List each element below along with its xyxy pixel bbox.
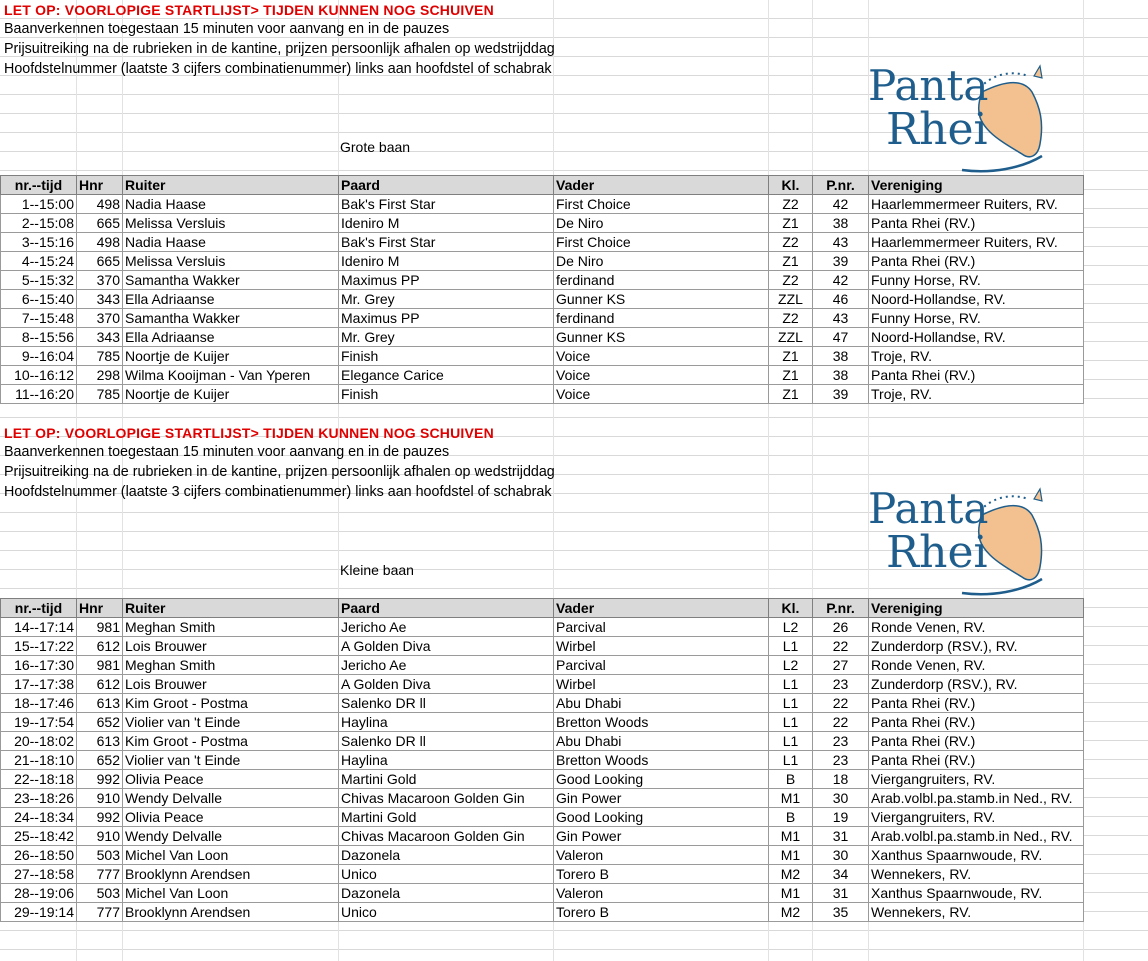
table-cell[interactable]: 5--15:32 [1, 271, 77, 290]
startlist-table [0, 175, 1084, 404]
table-cell[interactable]: Z2 [769, 195, 813, 214]
table-cell[interactable]: Xanthus Spaarnwoude, RV. [869, 846, 1084, 865]
table-cell[interactable]: Z1 [769, 214, 813, 233]
table-cell[interactable]: Mr. Grey [339, 290, 554, 309]
note-line: Baanverkennen toegestaan 15 minuten voor aanvang en in de pauzes [4, 21, 450, 37]
table-cell[interactable]: De Niro [554, 252, 769, 271]
table-cell[interactable]: M1 [769, 827, 813, 846]
table-cell[interactable]: Troje, RV. [869, 385, 1084, 404]
table-row[interactable] [1, 637, 1084, 656]
table-row[interactable] [1, 195, 1084, 214]
table-cell[interactable]: 612 [77, 675, 123, 694]
note-line: Hoofdstelnummer (laatste 3 cijfers combinatienummer) links aan hoofdstel of schabrak [4, 61, 552, 77]
table-cell[interactable]: 38 [813, 366, 869, 385]
column-header[interactable]: nr.--tijd [1, 599, 77, 618]
table-row[interactable] [1, 675, 1084, 694]
table-cell[interactable]: Martini Gold [339, 770, 554, 789]
table-cell[interactable]: 42 [813, 195, 869, 214]
table-cell[interactable]: Noord-Hollandse, RV. [869, 290, 1084, 309]
table-row[interactable] [1, 808, 1084, 827]
table-cell[interactable]: L1 [769, 675, 813, 694]
column-header[interactable]: Kl. [769, 599, 813, 618]
table-cell[interactable]: Kim Groot - Postma [123, 732, 339, 751]
column-header[interactable]: Vereniging [869, 176, 1084, 195]
column-header[interactable]: Hnr [77, 599, 123, 618]
column-header[interactable]: P.nr. [813, 176, 869, 195]
table-cell[interactable]: 18--17:46 [1, 694, 77, 713]
table-cell[interactable]: 19 [813, 808, 869, 827]
table-cell[interactable]: 42 [813, 271, 869, 290]
table-cell[interactable]: 1--15:00 [1, 195, 77, 214]
table-cell[interactable]: 30 [813, 846, 869, 865]
arena-label: Kleine baan [340, 562, 414, 578]
table-cell[interactable]: Bretton Woods [554, 713, 769, 732]
table-cell[interactable]: Gin Power [554, 827, 769, 846]
table-cell[interactable]: Chivas Macaroon Golden Gin [339, 827, 554, 846]
table-cell[interactable]: L1 [769, 637, 813, 656]
table-row[interactable] [1, 309, 1084, 328]
table-cell[interactable]: L2 [769, 656, 813, 675]
table-row[interactable] [1, 770, 1084, 789]
table-row[interactable] [1, 846, 1084, 865]
table-cell[interactable]: ferdinand [554, 309, 769, 328]
table-cell[interactable]: Haarlemmermeer Ruiters, RV. [869, 195, 1084, 214]
table-cell[interactable]: Elegance Carice [339, 366, 554, 385]
table-cell[interactable]: Zunderdorp (RSV.), RV. [869, 675, 1084, 694]
table-cell[interactable]: Ideniro M [339, 252, 554, 271]
table-row[interactable] [1, 789, 1084, 808]
table-row[interactable] [1, 656, 1084, 675]
table-cell[interactable]: Samantha Wakker [123, 309, 339, 328]
table-cell[interactable]: 23 [813, 732, 869, 751]
table-cell[interactable]: 17--17:38 [1, 675, 77, 694]
table-row[interactable] [1, 713, 1084, 732]
table-cell[interactable]: 31 [813, 827, 869, 846]
table-row[interactable] [1, 290, 1084, 309]
table-cell[interactable]: Martini Gold [339, 808, 554, 827]
table-cell[interactable]: Noortje de Kuijer [123, 347, 339, 366]
table-cell[interactable]: M1 [769, 789, 813, 808]
table-cell[interactable]: Salenko DR ll [339, 732, 554, 751]
table-cell[interactable]: Olivia Peace [123, 770, 339, 789]
table-cell[interactable]: L1 [769, 751, 813, 770]
table-cell[interactable]: Brooklynn Arendsen [123, 865, 339, 884]
table-cell[interactable]: Noord-Hollandse, RV. [869, 328, 1084, 347]
table-cell[interactable]: Voice [554, 366, 769, 385]
table-cell[interactable]: 19--17:54 [1, 713, 77, 732]
column-header[interactable]: Kl. [769, 176, 813, 195]
table-cell[interactable]: 23 [813, 751, 869, 770]
table-cell[interactable]: 23 [813, 675, 869, 694]
svg-text:Rhei: Rhei [886, 104, 988, 155]
table-cell[interactable]: Funny Horse, RV. [869, 309, 1084, 328]
table-cell[interactable]: Viergangruiters, RV. [869, 808, 1084, 827]
panta-rhei-logo [862, 475, 1058, 603]
table-row[interactable] [1, 884, 1084, 903]
table-cell[interactable]: 981 [77, 656, 123, 675]
table-cell[interactable]: 35 [813, 903, 869, 922]
svg-text:Panta: Panta [868, 484, 989, 533]
table-cell[interactable]: 14--17:14 [1, 618, 77, 637]
column-header[interactable]: P.nr. [813, 599, 869, 618]
table-cell[interactable]: 25--18:42 [1, 827, 77, 846]
table-cell[interactable]: 777 [77, 903, 123, 922]
table-cell[interactable]: Valeron [554, 846, 769, 865]
table-row[interactable] [1, 214, 1084, 233]
table-cell[interactable]: 29--19:14 [1, 903, 77, 922]
table-cell[interactable]: Good Looking [554, 770, 769, 789]
table-cell[interactable]: 370 [77, 271, 123, 290]
table-cell[interactable]: 343 [77, 328, 123, 347]
table-cell[interactable]: Dazonela [339, 846, 554, 865]
table-cell[interactable]: Unico [339, 903, 554, 922]
table-cell[interactable]: Nadia Haase [123, 233, 339, 252]
table-cell[interactable]: Samantha Wakker [123, 271, 339, 290]
column-header[interactable]: nr.--tijd [1, 176, 77, 195]
table-cell[interactable]: Parcival [554, 656, 769, 675]
table-cell[interactable]: 498 [77, 195, 123, 214]
table-cell[interactable]: 23--18:26 [1, 789, 77, 808]
table-row[interactable] [1, 694, 1084, 713]
table-cell[interactable]: 8--15:56 [1, 328, 77, 347]
table-cell[interactable]: Brooklynn Arendsen [123, 903, 339, 922]
column-header[interactable]: Ruiter [123, 599, 339, 618]
table-cell[interactable]: Meghan Smith [123, 656, 339, 675]
table-cell[interactable]: ZZL [769, 290, 813, 309]
warning-text: LET OP: VOORLOPIGE STARTLIJST> TIJDEN KUNNEN NOG SCHUIVEN [4, 2, 494, 18]
table-cell[interactable]: 498 [77, 233, 123, 252]
panta-rhei-logo [862, 52, 1058, 180]
table-cell[interactable]: 503 [77, 884, 123, 903]
table-cell[interactable]: Dazonela [339, 884, 554, 903]
table-cell[interactable]: Ronde Venen, RV. [869, 618, 1084, 637]
header-row [1, 176, 1084, 195]
svg-text:Panta: Panta [868, 61, 989, 110]
table-cell[interactable]: L1 [769, 732, 813, 751]
table-cell[interactable]: 38 [813, 214, 869, 233]
table-row[interactable] [1, 252, 1084, 271]
column-header[interactable]: Vereniging [869, 599, 1084, 618]
column-header[interactable]: Ruiter [123, 176, 339, 195]
table-cell[interactable]: Panta Rhei (RV.) [869, 732, 1084, 751]
table-cell[interactable]: 2--15:08 [1, 214, 77, 233]
column-header[interactable]: Paard [339, 599, 554, 618]
table-cell[interactable]: Bak's First Star [339, 195, 554, 214]
table-cell[interactable]: Ronde Venen, RV. [869, 656, 1084, 675]
table-cell[interactable]: Noortje de Kuijer [123, 385, 339, 404]
table-cell[interactable]: Wendy Delvalle [123, 827, 339, 846]
table-cell[interactable]: Voice [554, 385, 769, 404]
svg-text:Rhei: Rhei [886, 527, 988, 578]
table-cell[interactable]: Voice [554, 347, 769, 366]
table-cell[interactable]: 910 [77, 827, 123, 846]
table-cell[interactable]: Meghan Smith [123, 618, 339, 637]
table-row[interactable] [1, 328, 1084, 347]
table-cell[interactable]: 785 [77, 385, 123, 404]
table-cell[interactable]: 30 [813, 789, 869, 808]
table-cell[interactable]: Unico [339, 865, 554, 884]
table-cell[interactable]: Chivas Macaroon Golden Gin [339, 789, 554, 808]
table-cell[interactable]: ZZL [769, 328, 813, 347]
table-cell[interactable]: Haarlemmermeer Ruiters, RV. [869, 233, 1084, 252]
table-cell[interactable]: Bretton Woods [554, 751, 769, 770]
table-cell[interactable]: 785 [77, 347, 123, 366]
arena-label: Grote baan [340, 139, 411, 155]
table-cell[interactable]: 9--16:04 [1, 347, 77, 366]
table-cell[interactable]: 43 [813, 233, 869, 252]
table-cell[interactable]: Melissa Versluis [123, 214, 339, 233]
table-cell[interactable]: 992 [77, 808, 123, 827]
table-cell[interactable]: 22 [813, 713, 869, 732]
table-cell[interactable]: Finish [339, 385, 554, 404]
table-cell[interactable]: 370 [77, 309, 123, 328]
table-cell[interactable]: 652 [77, 713, 123, 732]
table-cell[interactable]: Panta Rhei (RV.) [869, 366, 1084, 385]
table-cell[interactable]: L2 [769, 618, 813, 637]
table-cell[interactable]: Finish [339, 347, 554, 366]
table-cell[interactable]: Valeron [554, 884, 769, 903]
table-cell[interactable]: 27--18:58 [1, 865, 77, 884]
table-cell[interactable]: De Niro [554, 214, 769, 233]
table-cell[interactable]: 26 [813, 618, 869, 637]
table-cell[interactable]: Lois Brouwer [123, 637, 339, 656]
table-cell[interactable]: Ella Adriaanse [123, 328, 339, 347]
table-row[interactable] [1, 271, 1084, 290]
table-cell[interactable]: Mr. Grey [339, 328, 554, 347]
table-cell[interactable]: 18 [813, 770, 869, 789]
table-cell[interactable]: Wirbel [554, 637, 769, 656]
table-cell[interactable]: 38 [813, 347, 869, 366]
startlist-table [0, 598, 1084, 922]
table-cell[interactable]: First Choice [554, 233, 769, 252]
table-cell[interactable]: Z2 [769, 309, 813, 328]
table-cell[interactable]: Gunner KS [554, 328, 769, 347]
table-row[interactable] [1, 385, 1084, 404]
table-cell[interactable]: 612 [77, 637, 123, 656]
table-cell[interactable]: Jericho Ae [339, 656, 554, 675]
column-header[interactable]: Vader [554, 599, 769, 618]
table-cell[interactable]: 20--18:02 [1, 732, 77, 751]
table-row[interactable] [1, 233, 1084, 252]
table-row[interactable] [1, 732, 1084, 751]
table-cell[interactable]: Panta Rhei (RV.) [869, 751, 1084, 770]
table-cell[interactable]: 992 [77, 770, 123, 789]
table-cell[interactable]: 613 [77, 732, 123, 751]
table-cell[interactable]: Arab.volbl.pa.stamb.in Ned., RV. [869, 789, 1084, 808]
table-cell[interactable]: Wirbel [554, 675, 769, 694]
table-cell[interactable]: 503 [77, 846, 123, 865]
table-cell[interactable]: Z1 [769, 385, 813, 404]
table-cell[interactable]: Z2 [769, 233, 813, 252]
table-cell[interactable]: Violier van 't Einde [123, 751, 339, 770]
table-cell[interactable]: B [769, 808, 813, 827]
table-cell[interactable]: Xanthus Spaarnwoude, RV. [869, 884, 1084, 903]
table-cell[interactable]: 652 [77, 751, 123, 770]
table-cell[interactable]: 39 [813, 385, 869, 404]
table-cell[interactable]: Wennekers, RV. [869, 903, 1084, 922]
table-cell[interactable]: Maximus PP [339, 309, 554, 328]
table-cell[interactable]: Viergangruiters, RV. [869, 770, 1084, 789]
table-cell[interactable]: Abu Dhabi [554, 732, 769, 751]
table-cell[interactable]: M2 [769, 903, 813, 922]
table-cell[interactable]: Ella Adriaanse [123, 290, 339, 309]
table-row[interactable] [1, 618, 1084, 637]
column-header[interactable]: Paard [339, 176, 554, 195]
table-cell[interactable]: 665 [77, 214, 123, 233]
table-cell[interactable]: Nadia Haase [123, 195, 339, 214]
table-cell[interactable]: 11--16:20 [1, 385, 77, 404]
table-cell[interactable]: Haylina [339, 751, 554, 770]
table-cell[interactable]: Maximus PP [339, 271, 554, 290]
table-cell[interactable]: 31 [813, 884, 869, 903]
table-cell[interactable]: Haylina [339, 713, 554, 732]
note-line: Hoofdstelnummer (laatste 3 cijfers combinatienummer) links aan hoofdstel of schabrak [4, 484, 552, 500]
table-cell[interactable]: 47 [813, 328, 869, 347]
table-cell[interactable]: ferdinand [554, 271, 769, 290]
table-cell[interactable]: L1 [769, 713, 813, 732]
table-cell[interactable]: Panta Rhei (RV.) [869, 694, 1084, 713]
table-cell[interactable]: Funny Horse, RV. [869, 271, 1084, 290]
table-cell[interactable]: 26--18:50 [1, 846, 77, 865]
table-cell[interactable]: 298 [77, 366, 123, 385]
table-cell[interactable]: L1 [769, 694, 813, 713]
table-cell[interactable]: Bak's First Star [339, 233, 554, 252]
table-cell[interactable]: Lois Brouwer [123, 675, 339, 694]
table-cell[interactable]: 22 [813, 694, 869, 713]
table-cell[interactable]: 22--18:18 [1, 770, 77, 789]
table-row[interactable] [1, 366, 1084, 385]
column-header[interactable]: Vader [554, 176, 769, 195]
table-cell[interactable]: 4--15:24 [1, 252, 77, 271]
table-cell[interactable]: 22 [813, 637, 869, 656]
table-cell[interactable]: Olivia Peace [123, 808, 339, 827]
table-cell[interactable]: 24--18:34 [1, 808, 77, 827]
table-cell[interactable]: Jericho Ae [339, 618, 554, 637]
table-cell[interactable]: M1 [769, 884, 813, 903]
table-cell[interactable]: Abu Dhabi [554, 694, 769, 713]
table-cell[interactable]: Troje, RV. [869, 347, 1084, 366]
table-row[interactable] [1, 865, 1084, 884]
table-row[interactable] [1, 751, 1084, 770]
warning-text: LET OP: VOORLOPIGE STARTLIJST> TIJDEN KUNNEN NOG SCHUIVEN [4, 425, 494, 441]
table-cell[interactable]: 777 [77, 865, 123, 884]
column-header[interactable]: Hnr [77, 176, 123, 195]
table-cell[interactable]: 39 [813, 252, 869, 271]
table-cell[interactable]: 3--15:16 [1, 233, 77, 252]
table-cell[interactable]: 981 [77, 618, 123, 637]
table-cell[interactable]: Z1 [769, 366, 813, 385]
table-cell[interactable]: 15--17:22 [1, 637, 77, 656]
table-cell[interactable]: 343 [77, 290, 123, 309]
table-cell[interactable]: Z2 [769, 271, 813, 290]
table-cell[interactable]: Wendy Delvalle [123, 789, 339, 808]
table-cell[interactable]: Gin Power [554, 789, 769, 808]
table-cell[interactable]: 46 [813, 290, 869, 309]
table-cell[interactable]: Panta Rhei (RV.) [869, 214, 1084, 233]
table-cell[interactable]: Panta Rhei (RV.) [869, 713, 1084, 732]
table-cell[interactable]: B [769, 770, 813, 789]
table-cell[interactable]: A Golden Diva [339, 675, 554, 694]
table-cell[interactable]: A Golden Diva [339, 637, 554, 656]
table-cell[interactable]: Gunner KS [554, 290, 769, 309]
table-cell[interactable]: 43 [813, 309, 869, 328]
table-cell[interactable]: Salenko DR ll [339, 694, 554, 713]
table-cell[interactable]: Kim Groot - Postma [123, 694, 339, 713]
table-cell[interactable]: 16--17:30 [1, 656, 77, 675]
table-cell[interactable]: Good Looking [554, 808, 769, 827]
table-cell[interactable]: Torero B [554, 865, 769, 884]
table-cell[interactable]: 27 [813, 656, 869, 675]
note-line: Baanverkennen toegestaan 15 minuten voor aanvang en in de pauzes [4, 444, 450, 460]
note-line: Prijsuitreiking na de rubrieken in de kantine, prijzen persoonlijk afhalen op wedstrijddag [4, 464, 555, 480]
note-line: Prijsuitreiking na de rubrieken in de kantine, prijzen persoonlijk afhalen op wedstrijddag [4, 41, 555, 57]
table-cell[interactable]: 21--18:10 [1, 751, 77, 770]
table-row[interactable] [1, 347, 1084, 366]
table-cell[interactable]: 34 [813, 865, 869, 884]
table-cell[interactable]: 665 [77, 252, 123, 271]
header-row [1, 599, 1084, 618]
table-cell[interactable]: M2 [769, 865, 813, 884]
table-row[interactable] [1, 827, 1084, 846]
table-cell[interactable]: Violier van 't Einde [123, 713, 339, 732]
table-cell[interactable]: Panta Rhei (RV.) [869, 252, 1084, 271]
table-cell[interactable]: 613 [77, 694, 123, 713]
table-cell[interactable]: Zunderdorp (RSV.), RV. [869, 637, 1084, 656]
table-cell[interactable]: M1 [769, 846, 813, 865]
table-cell[interactable]: Ideniro M [339, 214, 554, 233]
table-cell[interactable]: 7--15:48 [1, 309, 77, 328]
table-cell[interactable]: Wilma Kooijman - Van Yperen [123, 366, 339, 385]
table-row[interactable] [1, 903, 1084, 922]
table-cell[interactable]: Michel Van Loon [123, 884, 339, 903]
table-cell[interactable]: Parcival [554, 618, 769, 637]
table-cell[interactable]: Michel Van Loon [123, 846, 339, 865]
table-cell[interactable]: Z1 [769, 347, 813, 366]
table-cell[interactable]: 6--15:40 [1, 290, 77, 309]
table-cell[interactable]: First Choice [554, 195, 769, 214]
table-cell[interactable]: Torero B [554, 903, 769, 922]
table-cell[interactable]: 10--16:12 [1, 366, 77, 385]
table-cell[interactable]: 910 [77, 789, 123, 808]
table-cell[interactable]: Melissa Versluis [123, 252, 339, 271]
table-cell[interactable]: Wennekers, RV. [869, 865, 1084, 884]
table-cell[interactable]: Arab.volbl.pa.stamb.in Ned., RV. [869, 827, 1084, 846]
table-cell[interactable]: 28--19:06 [1, 884, 77, 903]
table-cell[interactable]: Z1 [769, 252, 813, 271]
